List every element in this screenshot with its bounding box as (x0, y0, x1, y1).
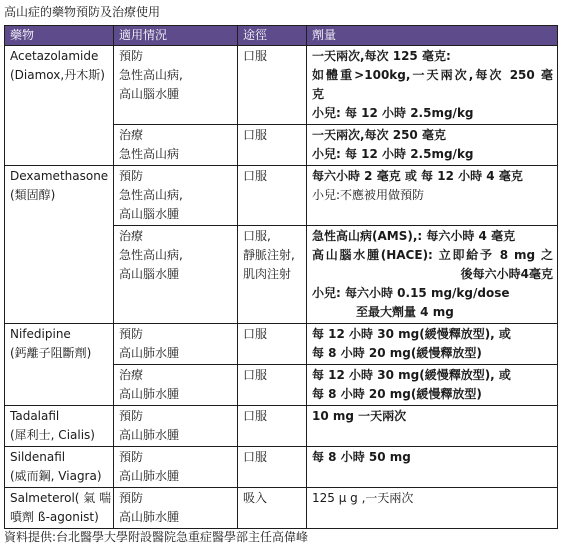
dose-cell (307, 166, 558, 226)
indication-cell (114, 166, 238, 226)
route-cell (238, 324, 307, 365)
route-text: 口服 (243, 128, 268, 142)
drug-name: Dexamethasone (10, 169, 109, 183)
drug-name: Salmeterol( 氣 喘 (10, 491, 112, 505)
drug-name: Sildenafil (10, 450, 66, 464)
drug-brand: 噴劑 ß-agonist) (10, 510, 99, 524)
dose-line: 至最大劑量 4 mg (356, 305, 454, 319)
dose-line: 125 μ g ,一天兩次 (312, 491, 414, 505)
route-text: 口服 (243, 327, 268, 341)
indication-cell (114, 365, 238, 406)
indication-cell (114, 447, 238, 488)
indication-text: 急性高山病, (119, 248, 183, 262)
indication-label: 預防 (119, 49, 144, 63)
dose-line: 每 8 小時 20 mg(緩慢釋放型) (312, 346, 482, 360)
dose-cell (307, 488, 558, 529)
dose-line: 一天兩次,每次 250 毫克 (312, 128, 446, 142)
drug-name: Nifedipine (10, 327, 71, 341)
route-text: 口服 (243, 409, 268, 423)
indication-cell (114, 406, 238, 447)
route-text: 吸入 (243, 491, 268, 505)
dose-line: 小兒: 每 12 小時 2.5mg/kg (312, 147, 474, 161)
dose-cell (307, 324, 558, 365)
route-text: 靜脈注射, (243, 248, 295, 262)
drug-name-cell (5, 46, 114, 166)
route-text: 口服 (243, 450, 268, 464)
indication-label: 預防 (119, 327, 144, 341)
dose-cell (307, 226, 558, 324)
drug-brand: (Diamox,丹木斯) (10, 68, 105, 82)
route-cell (238, 46, 307, 125)
dose-line: 如體重>100kg,一天兩次,每次 250 毫 (312, 68, 553, 82)
drug-name-cell (5, 488, 114, 529)
dose-line: 小兒: 每六小時 0.15 mg/kg/dose (312, 286, 510, 300)
table-row (5, 488, 558, 529)
route-cell (238, 125, 307, 166)
dose-line: 每 12 小時 30 mg(緩慢釋放型), 或 (312, 327, 511, 341)
indication-cell (114, 488, 238, 529)
dose-line: 每 8 小時 50 mg (312, 450, 411, 464)
source-footer: 資料提供:台北醫學大學附設醫院急重症醫學部主任高偉峰 (4, 530, 309, 544)
indication-cell (114, 125, 238, 166)
dose-line: 後每六小時4毫克 (460, 267, 553, 281)
route-text: 口服, (243, 229, 271, 243)
indication-text: 急性高山病, (119, 188, 183, 202)
indication-cell (114, 324, 238, 365)
indication-label: 預防 (119, 450, 144, 464)
indication-cell (114, 46, 238, 125)
indication-cell (114, 226, 238, 324)
indication-text: 高山肺水腫 (119, 510, 180, 524)
indication-label: 預防 (119, 491, 144, 505)
route-cell (238, 166, 307, 226)
drug-brand: (威而鋼, Viagra) (10, 469, 102, 483)
indication-label: 治療 (119, 128, 144, 142)
dose-cell (307, 447, 558, 488)
route-cell (238, 447, 307, 488)
table-row (5, 447, 558, 488)
route-cell (238, 488, 307, 529)
drug-brand: (犀利士, Cialis) (10, 428, 95, 442)
page-title: 高山症的藥物預防及治療使用 (4, 5, 161, 19)
dose-cell (307, 46, 558, 125)
route-text: 口服 (243, 368, 268, 382)
dose-cell (307, 406, 558, 447)
dose-line: 10 mg 一天兩次 (312, 409, 407, 423)
route-text: 肌肉注射 (243, 267, 292, 281)
route-cell (238, 365, 307, 406)
dose-line: 每 12 小時 30 mg(緩慢釋放型), 或 (312, 368, 511, 382)
table-row (5, 166, 558, 226)
dose-line: 小兒: 每 12 小時 2.5mg/kg (312, 106, 474, 120)
drug-name: Acetazolamide (10, 49, 99, 63)
table-row (5, 46, 558, 125)
indication-text: 高山肺水腫 (119, 469, 180, 483)
drug-brand: (類固醇) (10, 188, 56, 202)
indication-text: 急性高山病, (119, 68, 183, 82)
dose-line: 小兒:不應被用做預防 (312, 188, 425, 202)
drug-table (4, 25, 558, 529)
indication-text: 高山肺水腫 (119, 428, 180, 442)
drug-name: Tadalafil (10, 409, 60, 423)
indication-text: 高山腦水腫 (119, 267, 180, 281)
table-row (5, 406, 558, 447)
route-cell (238, 406, 307, 447)
indication-text: 高山肺水腫 (119, 387, 180, 401)
indication-label: 治療 (119, 368, 144, 382)
dose-cell (307, 125, 558, 166)
table-header-row (5, 26, 558, 46)
dose-line: 每六小時 2 毫克 或 每 12 小時 4 毫克 (312, 169, 523, 183)
indication-text: 高山腦水腫 (119, 207, 180, 221)
indication-text: 急性高山病 (119, 147, 180, 161)
indication-label: 治療 (119, 229, 144, 243)
route-text: 口服 (243, 169, 268, 183)
indication-label: 預防 (119, 409, 144, 423)
dose-cell (307, 365, 558, 406)
drug-brand: (鈣離子阻斷劑) (10, 346, 92, 360)
drug-name-cell (5, 166, 114, 324)
drug-name-cell (5, 406, 114, 447)
header-indication: 適用情況 (114, 26, 238, 46)
dose-line: 高山腦水腫(HACE): 立即給予 8 mg 之 (312, 248, 553, 262)
route-text: 口服 (243, 49, 268, 63)
table-row (5, 324, 558, 365)
drug-name-cell (5, 324, 114, 406)
route-cell (238, 226, 307, 324)
dose-line: 每 8 小時 20 mg(緩慢釋放型) (312, 387, 482, 401)
header-dose: 劑量 (307, 26, 558, 46)
indication-text: 高山肺水腫 (119, 346, 180, 360)
header-route: 途徑 (238, 26, 307, 46)
dose-line: 急性高山病(AMS),: 每六小時 4 毫克 (312, 229, 516, 243)
drug-name-cell (5, 447, 114, 488)
dose-line: 一天兩次,每次 125 毫克: (312, 49, 451, 63)
indication-text: 高山腦水腫 (119, 87, 180, 101)
header-drug: 藥物 (5, 26, 114, 46)
dose-line: 克 (312, 87, 325, 101)
indication-label: 預防 (119, 169, 144, 183)
